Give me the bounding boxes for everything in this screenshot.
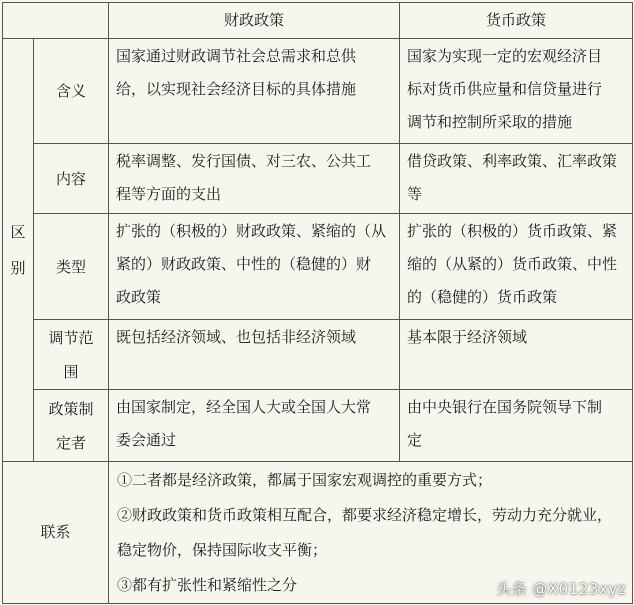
header-corner-cell	[3, 3, 109, 39]
cell-monetary-types: 扩张的（积极的）货币政策、紧 缩的（从紧的）货币政策、中性 的（稳健的）货币政策	[400, 214, 633, 320]
cell-fiscal-maker: 由国家制定，经全国人大或全国人大常 委会通过	[109, 390, 400, 462]
cell-fiscal-content: 税率调整、发行国债、对三农、公共工 程等方面的支出	[109, 144, 400, 214]
cell-monetary-maker: 由中央银行在国务院领导下制 定	[400, 390, 633, 462]
watermark-text: 头条 @X0123xyz	[496, 580, 626, 598]
group-label-char-1: 区	[10, 223, 26, 241]
relation-line-2: ②财政政策和货币政策相互配合，都要求经济稳定增长，劳动力充分就业，	[117, 506, 613, 524]
group-label-differences	[3, 39, 34, 462]
relation-line-4: ③都有扩张性和紧缩性之分	[117, 576, 298, 594]
row-maker	[3, 390, 633, 462]
cell-fiscal-meaning: 国家通过财政调节社会总需求和总供 给，以实现社会经济目标的具体措施	[109, 39, 400, 144]
header-row	[3, 3, 633, 39]
cell-fiscal-types: 扩张的（积极的）财政政策、紧缩的（从 紧的）财政政策、中性的（稳健的）财 政政策	[109, 214, 400, 320]
comparison-table	[2, 2, 633, 604]
cell-monetary-scope: 基本限于经济领域	[400, 320, 633, 390]
cell-fiscal-scope: 既包括经济领域、也包括非经济领域	[109, 320, 400, 390]
relation-line-3: 稳定物价，保持国际收支平衡；	[117, 541, 328, 559]
cell-monetary-content: 借贷政策、利率政策、汇率政策 等	[400, 144, 633, 214]
row-label-scope: 调节范 围	[34, 320, 109, 390]
row-scope	[3, 320, 633, 390]
row-label-relation: 联系	[3, 462, 109, 604]
row-label-types: 类型	[34, 214, 109, 320]
relation-line-1: ①二者都是经济政策，都属于国家宏观调控的重要方式；	[117, 471, 493, 489]
row-types	[3, 214, 633, 320]
watermark	[496, 578, 626, 599]
group-label-char-2: 别	[10, 259, 26, 277]
row-label-content: 内容	[34, 144, 109, 214]
row-content	[3, 144, 633, 214]
row-label-maker: 政策制 定者	[34, 390, 109, 462]
header-fiscal: 财政政策	[109, 3, 400, 39]
row-meaning	[3, 39, 633, 144]
header-monetary: 货币政策	[400, 3, 633, 39]
cell-monetary-meaning: 国家为实现一定的宏观经济目 标对货币供应量和信贷量进行 调节和控制所采取的措施	[400, 39, 633, 144]
row-label-meaning: 含义	[34, 39, 109, 144]
